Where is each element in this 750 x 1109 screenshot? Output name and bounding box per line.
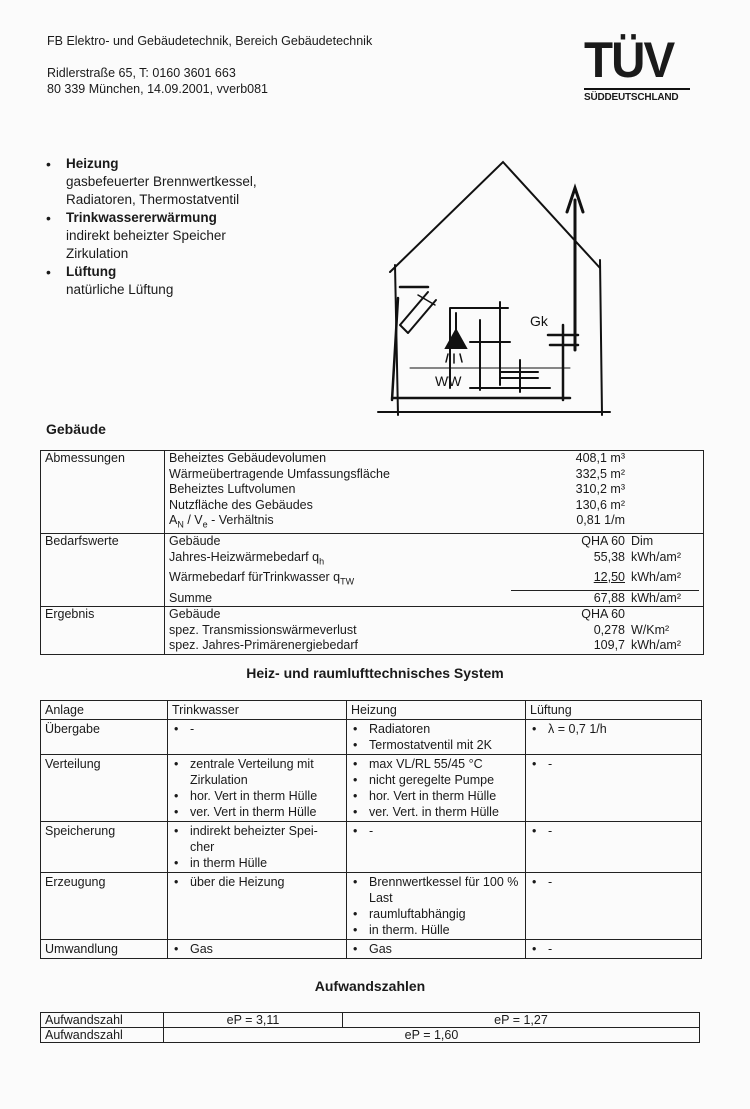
bullet-title: • Trinkwassererwärmung [66, 210, 217, 225]
bedarfswerte-label: Bedarfswerte [41, 534, 165, 607]
house-sketch [370, 150, 620, 425]
bullet-line: natürliche Lüftung [66, 282, 174, 297]
bullet-line: indirekt beheizter Speicher [66, 228, 226, 243]
table-row: Speicherung • indirekt beheizter Spei-cher • in therm Hülle • - • - [41, 822, 702, 873]
table-row: Verteilung • zentrale Verteilung mit Zirkulation • hor. Vert in therm Hülle • ver. Vert in therm Hülle • max VL/RL 55/45 °C • nicht geregelte Pumpe • hor. Vert in therm Hülle • ver. Vert. in therm Hülle • - [41, 755, 702, 822]
gebaeude-heading: Gebäude [46, 421, 106, 437]
tuv-logo-subtitle: SÜDDEUTSCHLAND [584, 92, 679, 103]
ww-label: WW [435, 373, 462, 389]
tuv-logo [584, 32, 690, 103]
system-summary-list [44, 155, 257, 299]
col-header: Heizung [347, 701, 526, 720]
bullet-line: Radiatoren, Thermostatventil [66, 192, 240, 207]
aufwand-value: eP = 1,27 [343, 1013, 700, 1028]
table-row [41, 1028, 700, 1043]
col-header: Anlage [41, 701, 168, 720]
tuv-logo-text: TÜV [584, 32, 674, 88]
bullet-title: • Heizung [66, 156, 119, 171]
bullet-title: • Lüftung [66, 264, 117, 279]
aufwand-value: eP = 1,60 [164, 1028, 700, 1043]
system-heading: Heiz- und raumlufttechnisches System [246, 665, 504, 681]
list-item [44, 209, 257, 263]
row-label: Umwandlung [41, 940, 168, 959]
row-label: Übergabe [41, 720, 168, 755]
table-row: Erzeugung • über die Heizung • Brennwertkessel für 100 % Last • raumluftabhängig • in therm. Hülle • - [41, 873, 702, 940]
bullet-line: Zirkulation [66, 246, 129, 261]
roof-line [390, 162, 600, 272]
aufwand-heading: Aufwandszahlen [314, 978, 426, 994]
col-header: Trinkwasser [168, 701, 347, 720]
row-label: Speicherung [41, 822, 168, 873]
table-row [41, 451, 704, 534]
bullet-line: gasbefeuerter Brennwertkessel, [66, 174, 257, 189]
abmessungen-label: Abmessungen [41, 451, 165, 534]
org-line: FB Elektro- und Gebäudetechnik, Bereich Gebäudetechnik [47, 34, 373, 48]
list-item [44, 263, 257, 299]
aufwand-value: eP = 3,11 [164, 1013, 343, 1028]
table-header-row [41, 701, 702, 720]
ergebnis-label: Ergebnis [41, 607, 165, 655]
ergebnis-values: Gebäude QHA 60 spez. Transmissionswärmeverlust 0,278 W/Km² spez. Jahres-Primärenergiebedarf 109,7 kWh/am² [165, 607, 704, 655]
row-label: Erzeugung [41, 873, 168, 940]
bedarfswerte-values: Gebäude QHA 60 Dim Jahres-Heizwärmebedarf $q_h$ 55,38 kWh/am² Wärmebedarf fürTrinkwasser $q_{TW}$ 12,50 kWh/am² Summe 67,88 kWh/am² [165, 534, 704, 607]
list-item [44, 155, 257, 209]
table-row [41, 607, 704, 655]
row-label: Verteilung [41, 755, 168, 822]
col-header: Lüftung [526, 701, 702, 720]
gk-label: Gk [530, 313, 548, 329]
table-row [41, 1013, 700, 1028]
abmessungen-values: Beheiztes Gebäudevolumen 408,1 m³ Wärmeübertragende Umfassungsfläche 332,5 m² Beheiztes Luftvolumen 310,2 m³ Nutzfläche des Gebäudes 130,6 m² $A_N / V_e$ - Verhältnis 0,81 1/m [165, 451, 704, 534]
system-table [40, 700, 702, 959]
gebaeude-table [40, 450, 704, 655]
address-line-1: Ridlerstraße 65, T: 0160 3601 663 [47, 66, 236, 80]
row-label: Aufwandszahl [41, 1013, 164, 1028]
table-row: Übergabe • - • Radiatoren • Termostatventil mit 2K • λ = 0,7 1/h [41, 720, 702, 755]
aufwand-table [40, 1012, 700, 1043]
row-label: Aufwandszahl [41, 1028, 164, 1043]
table-row [41, 534, 704, 607]
address-line-2: 80 339 München, 14.09.2001, vverb081 [47, 82, 269, 96]
table-row: Umwandlung • Gas • Gas • - [41, 940, 702, 959]
